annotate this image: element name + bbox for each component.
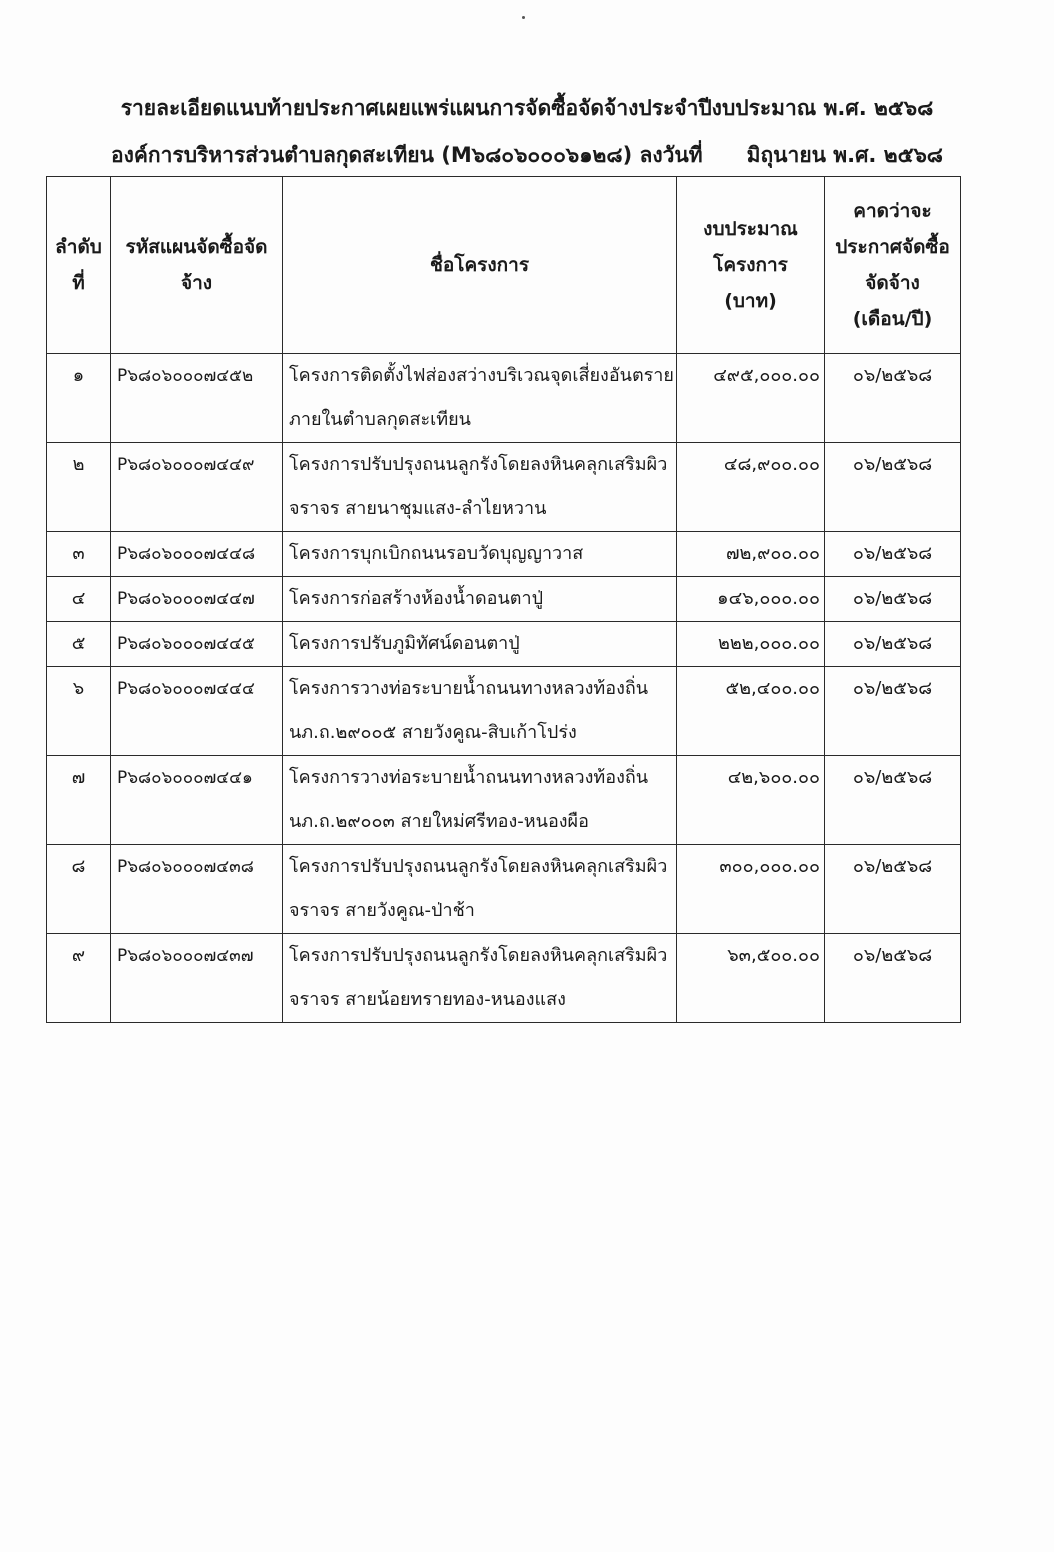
row-budget: ๗๒,๙๐๐.๐๐ bbox=[677, 532, 825, 577]
row-project-name bbox=[283, 667, 677, 756]
table-header-row bbox=[47, 177, 961, 354]
document-title: รายละเอียดแนบท้ายประกาศเผยแพร่แผนการจัดซื้อจัดจ้างประจำปีงบประมาณ พ.ศ. ๒๕๖๘ bbox=[120, 96, 934, 120]
subtitle-month-year: มิถุนายน พ.ศ. ๒๕๖๘ bbox=[746, 143, 943, 167]
row-plan-code: P๖๘๐๖๐๐๐๗๔๔๘ bbox=[111, 532, 283, 577]
row-budget: ๔๙๕,๐๐๐.๐๐ bbox=[677, 354, 825, 443]
row-plan-code: P๖๘๐๖๐๐๐๗๔๕๒ bbox=[111, 354, 283, 443]
row-project-name bbox=[283, 845, 677, 934]
row-no: ๕ bbox=[47, 622, 111, 667]
project-name-line: นภ.ถ.๒๙๐๐๕ สายวังคูณ-สิบเก้าโปร่ง bbox=[289, 722, 577, 743]
project-name-line: ภายในตำบลกุดสะเทียน bbox=[289, 409, 471, 430]
row-budget: ๔๘,๙๐๐.๐๐ bbox=[677, 443, 825, 532]
project-name-line: โครงการปรับปรุงถนนลูกรังโดยลงหินคลุกเสริมผิว bbox=[289, 454, 668, 475]
header-no-line: ลำดับ bbox=[55, 236, 102, 258]
table-row bbox=[47, 622, 961, 667]
row-no: ๒ bbox=[47, 443, 111, 532]
row-plan-code: P๖๘๐๖๐๐๐๗๔๔๑ bbox=[111, 756, 283, 845]
row-budget: ๓๐๐,๐๐๐.๐๐ bbox=[677, 845, 825, 934]
row-announce-month: ๐๖/๒๕๖๘ bbox=[825, 845, 961, 934]
project-name-line: โครงการวางท่อระบายน้ำถนนทางหลวงท้องถิ่น bbox=[289, 767, 649, 788]
table-row bbox=[47, 934, 961, 1023]
row-budget: ๖๓,๕๐๐.๐๐ bbox=[677, 934, 825, 1023]
project-name-line: จราจร สายนาชุมแสง-ลำไยหวาน bbox=[289, 498, 547, 519]
header-code-line: จ้าง bbox=[180, 272, 213, 294]
header-name-line: ชื่อโครงการ bbox=[429, 254, 530, 276]
subtitle-org-date: องค์การบริหารส่วนตำบลกุดสะเทียน (M๖๘๐๖๐๐๐๖๑๒๘) ลงวันที่ bbox=[111, 143, 703, 167]
table-row bbox=[47, 354, 961, 443]
row-no: ๑ bbox=[47, 354, 111, 443]
row-project-name bbox=[283, 354, 677, 443]
row-no: ๗ bbox=[47, 756, 111, 845]
row-plan-code: P๖๘๐๖๐๐๐๗๔๔๙ bbox=[111, 443, 283, 532]
row-announce-month: ๐๖/๒๕๖๘ bbox=[825, 443, 961, 532]
row-announce-month: ๐๖/๒๕๖๘ bbox=[825, 532, 961, 577]
row-plan-code: P๖๘๐๖๐๐๐๗๔๓๘ bbox=[111, 845, 283, 934]
project-name-line: โครงการติดตั้งไฟส่องสว่างบริเวณจุดเสี่ยงอันตราย bbox=[289, 365, 674, 386]
table-row bbox=[47, 756, 961, 845]
procurement-plan-table bbox=[46, 176, 961, 1023]
table-row bbox=[47, 577, 961, 622]
row-announce-month: ๐๖/๒๕๖๘ bbox=[825, 577, 961, 622]
row-project-name bbox=[283, 622, 677, 667]
header-budget bbox=[677, 177, 825, 354]
row-budget: ๑๔๖,๐๐๐.๐๐ bbox=[677, 577, 825, 622]
project-name-line: โครงการบุกเบิกถนนรอบวัดบุญญาวาส bbox=[289, 543, 584, 564]
row-announce-month: ๐๖/๒๕๖๘ bbox=[825, 622, 961, 667]
header-month bbox=[825, 177, 961, 354]
project-name-line: นภ.ถ.๒๙๐๐๓ สายใหม่ศรีทอง-หนองผือ bbox=[289, 811, 589, 832]
project-name-line: โครงการปรับปรุงถนนลูกรังโดยลงหินคลุกเสริมผิว bbox=[289, 945, 668, 966]
header-name bbox=[283, 177, 677, 354]
header-budget-line: โครงการ bbox=[713, 254, 788, 276]
project-name-line: โครงการปรับปรุงถนนลูกรังโดยลงหินคลุกเสริมผิว bbox=[289, 856, 668, 877]
row-project-name bbox=[283, 443, 677, 532]
row-no: ๔ bbox=[47, 577, 111, 622]
header-month-line: จัดจ้าง bbox=[865, 272, 920, 294]
header-no bbox=[47, 177, 111, 354]
row-project-name bbox=[283, 577, 677, 622]
project-name-line: โครงการก่อสร้างห้องน้ำดอนตาปู่ bbox=[289, 588, 544, 609]
document-subtitle bbox=[40, 140, 1014, 170]
row-project-name bbox=[283, 532, 677, 577]
row-plan-code: P๖๘๐๖๐๐๐๗๔๔๗ bbox=[111, 577, 283, 622]
header-budget-line: (บาท) bbox=[724, 290, 777, 312]
row-announce-month: ๐๖/๒๕๖๘ bbox=[825, 667, 961, 756]
table-row bbox=[47, 443, 961, 532]
header-month-line: (เดือน/ปี) bbox=[852, 308, 933, 330]
row-plan-code: P๖๘๐๖๐๐๐๗๔๔๕ bbox=[111, 622, 283, 667]
header-code-line: รหัสแผนจัดซื้อจัด bbox=[125, 236, 268, 258]
header-budget-line: งบประมาณ bbox=[703, 218, 798, 240]
row-no: ๓ bbox=[47, 532, 111, 577]
row-plan-code: P๖๘๐๖๐๐๐๗๔๔๔ bbox=[111, 667, 283, 756]
row-budget: ๔๒,๖๐๐.๐๐ bbox=[677, 756, 825, 845]
row-no: ๖ bbox=[47, 667, 111, 756]
header-code bbox=[111, 177, 283, 354]
row-budget: ๕๒,๔๐๐.๐๐ bbox=[677, 667, 825, 756]
row-announce-month: ๐๖/๒๕๖๘ bbox=[825, 934, 961, 1023]
header-no-line: ที่ bbox=[72, 272, 85, 294]
table-row bbox=[47, 667, 961, 756]
scan-speck bbox=[522, 16, 525, 19]
project-name-line: โครงการวางท่อระบายน้ำถนนทางหลวงท้องถิ่น bbox=[289, 678, 649, 699]
row-announce-month: ๐๖/๒๕๖๘ bbox=[825, 354, 961, 443]
row-project-name bbox=[283, 934, 677, 1023]
row-announce-month: ๐๖/๒๕๖๘ bbox=[825, 756, 961, 845]
row-plan-code: P๖๘๐๖๐๐๐๗๔๓๗ bbox=[111, 934, 283, 1023]
project-name-line: จราจร สายวังคูณ-ป่าช้า bbox=[289, 900, 475, 921]
project-name-line: โครงการปรับภูมิทัศน์ดอนตาปู่ bbox=[289, 633, 520, 654]
table-row bbox=[47, 845, 961, 934]
row-no: ๙ bbox=[47, 934, 111, 1023]
row-budget: ๒๒๒,๐๐๐.๐๐ bbox=[677, 622, 825, 667]
header-month-line: คาดว่าจะ bbox=[853, 200, 932, 222]
row-no: ๘ bbox=[47, 845, 111, 934]
row-project-name bbox=[283, 756, 677, 845]
table-row bbox=[47, 532, 961, 577]
project-name-line: จราจร สายน้อยทรายทอง-หนองแสง bbox=[289, 989, 566, 1010]
header-month-line: ประกาศจัดซื้อ bbox=[835, 236, 950, 258]
